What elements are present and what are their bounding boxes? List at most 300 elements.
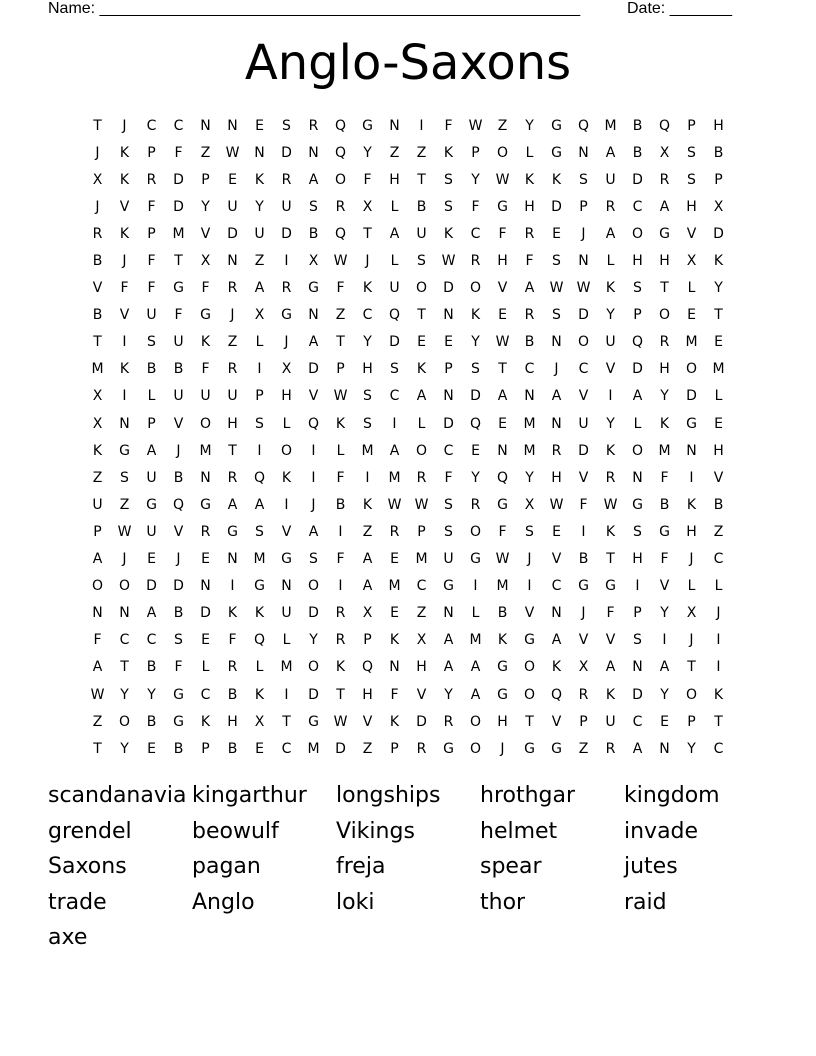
grid-letter[interactable]: N (389, 659, 400, 676)
grid-letter[interactable]: O (523, 686, 536, 703)
grid-letter[interactable]: U (227, 198, 238, 215)
grid-letter[interactable]: U (389, 280, 400, 297)
grid-letter[interactable]: R (200, 523, 211, 540)
grid-letter[interactable]: H (281, 388, 292, 405)
grid-letter[interactable]: P (201, 171, 210, 188)
grid-letter[interactable]: J (716, 605, 721, 622)
grid-letter[interactable]: I (311, 442, 316, 459)
grid-letter[interactable]: N (308, 307, 319, 324)
grid-letter[interactable]: X (659, 144, 670, 161)
grid-letter[interactable]: I (284, 686, 289, 703)
grid-letter[interactable]: L (282, 632, 291, 649)
grid-letter[interactable]: E (201, 632, 210, 649)
grid-letter[interactable]: F (201, 361, 210, 378)
grid-letter[interactable]: T (660, 280, 669, 297)
grid-letter[interactable]: B (632, 117, 643, 134)
grid-letter[interactable]: B (146, 361, 157, 378)
grid-letter[interactable]: P (444, 361, 453, 378)
grid-letter[interactable]: I (365, 469, 370, 486)
grid-letter[interactable]: B (173, 605, 184, 622)
grid-letter[interactable]: G (227, 523, 238, 540)
grid-letter[interactable]: K (119, 225, 130, 242)
grid-letter[interactable]: S (633, 632, 642, 649)
grid-letter[interactable]: L (390, 198, 399, 215)
grid-letter[interactable]: A (632, 388, 643, 405)
grid-letter[interactable]: L (417, 415, 426, 432)
grid-letter[interactable]: U (281, 605, 292, 622)
grid-letter[interactable]: G (470, 551, 481, 568)
grid-letter[interactable]: J (122, 117, 127, 134)
grid-letter[interactable]: G (146, 496, 157, 513)
grid-letter[interactable]: X (254, 713, 265, 730)
grid-letter[interactable]: Z (497, 117, 508, 134)
grid-letter[interactable]: D (416, 713, 427, 730)
grid-letter[interactable]: P (633, 307, 642, 324)
grid-letter[interactable]: C (713, 551, 724, 568)
grid-letter[interactable]: D (281, 144, 292, 161)
grid-letter[interactable]: B (713, 496, 724, 513)
grid-letter[interactable]: F (336, 469, 345, 486)
grid-letter[interactable]: X (362, 198, 373, 215)
grid-letter[interactable]: K (119, 171, 130, 188)
grid-letter[interactable]: E (714, 334, 723, 351)
grid-letter[interactable]: M (91, 361, 104, 378)
grid-letter[interactable]: O (199, 415, 212, 432)
grid-letter[interactable]: K (551, 659, 562, 676)
grid-letter[interactable]: V (119, 198, 130, 215)
grid-letter[interactable]: Q (253, 632, 266, 649)
grid-letter[interactable]: D (551, 198, 562, 215)
grid-letter[interactable]: L (255, 334, 264, 351)
grid-letter[interactable]: R (605, 469, 616, 486)
grid-letter[interactable]: K (335, 415, 346, 432)
grid-letter[interactable]: I (716, 632, 721, 649)
grid-letter[interactable]: L (255, 659, 264, 676)
grid-letter[interactable]: H (524, 198, 535, 215)
grid-letter[interactable]: V (362, 713, 373, 730)
grid-letter[interactable]: E (417, 334, 426, 351)
grid-letter[interactable]: I (338, 578, 343, 595)
grid-letter[interactable]: K (605, 280, 616, 297)
grid-letter[interactable]: M (685, 334, 698, 351)
grid-letter[interactable]: X (416, 632, 427, 649)
grid-letter[interactable]: L (687, 280, 696, 297)
grid-letter[interactable]: M (253, 551, 266, 568)
grid-letter[interactable]: S (309, 551, 318, 568)
grid-letter[interactable]: M (388, 469, 401, 486)
grid-letter[interactable]: O (91, 578, 104, 595)
grid-letter[interactable]: S (471, 361, 480, 378)
grid-letter[interactable]: D (632, 361, 643, 378)
grid-letter[interactable]: U (92, 496, 103, 513)
grid-letter[interactable]: F (444, 117, 453, 134)
grid-letter[interactable]: A (605, 225, 616, 242)
grid-letter[interactable]: A (443, 632, 454, 649)
grid-letter[interactable]: U (146, 307, 157, 324)
grid-letter[interactable]: R (227, 469, 238, 486)
grid-letter[interactable]: A (227, 496, 238, 513)
grid-letter[interactable]: N (227, 117, 238, 134)
grid-letter[interactable]: K (659, 415, 670, 432)
grid-letter[interactable]: D (173, 198, 184, 215)
grid-letter[interactable]: T (282, 713, 291, 730)
grid-letter[interactable]: K (389, 632, 400, 649)
grid-letter[interactable]: E (147, 740, 156, 757)
grid-letter[interactable]: Z (416, 605, 427, 622)
grid-letter[interactable]: F (390, 686, 399, 703)
grid-letter[interactable]: F (174, 307, 183, 324)
grid-letter[interactable]: R (605, 740, 616, 757)
grid-letter[interactable]: C (713, 740, 724, 757)
grid-letter[interactable]: Z (713, 523, 724, 540)
grid-letter[interactable]: O (577, 334, 590, 351)
grid-letter[interactable]: D (308, 605, 319, 622)
grid-letter[interactable]: C (362, 307, 373, 324)
grid-letter[interactable]: B (335, 496, 346, 513)
grid-letter[interactable]: F (93, 632, 102, 649)
grid-letter[interactable]: R (227, 659, 238, 676)
grid-letter[interactable]: K (551, 171, 562, 188)
grid-letter[interactable]: P (147, 225, 156, 242)
grid-letter[interactable]: K (335, 659, 346, 676)
grid-letter[interactable]: L (471, 605, 480, 622)
grid-letter[interactable]: A (416, 388, 427, 405)
grid-letter[interactable]: F (147, 253, 156, 270)
grid-letter[interactable]: Y (120, 686, 129, 703)
grid-letter[interactable]: D (281, 225, 292, 242)
grid-letter[interactable]: B (173, 740, 184, 757)
grid-letter[interactable]: M (496, 578, 509, 595)
grid-letter[interactable]: A (92, 659, 103, 676)
grid-letter[interactable]: F (228, 632, 237, 649)
grid-letter[interactable]: A (443, 659, 454, 676)
grid-letter[interactable]: Q (550, 686, 563, 703)
grid-letter[interactable]: A (524, 280, 535, 297)
grid-letter[interactable]: F (444, 469, 453, 486)
grid-letter[interactable]: N (119, 605, 130, 622)
grid-letter[interactable]: T (93, 740, 102, 757)
grid-letter[interactable]: P (471, 144, 480, 161)
grid-letter[interactable]: D (173, 578, 184, 595)
grid-letter[interactable]: P (633, 605, 642, 622)
grid-letter[interactable]: Y (660, 605, 669, 622)
grid-letter[interactable]: Y (714, 280, 723, 297)
grid-letter[interactable]: I (284, 496, 289, 513)
grid-letter[interactable]: K (227, 605, 238, 622)
grid-letter[interactable]: P (390, 740, 399, 757)
grid-letter[interactable]: E (147, 551, 156, 568)
grid-letter[interactable]: N (200, 117, 211, 134)
grid-letter[interactable]: R (470, 496, 481, 513)
grid-letter[interactable]: M (604, 117, 617, 134)
grid-letter[interactable]: W (333, 713, 348, 730)
grid-letter[interactable]: Q (334, 225, 347, 242)
date-field[interactable]: Date: _______ (627, 0, 732, 17)
grid-letter[interactable]: N (524, 388, 535, 405)
grid-letter[interactable]: S (552, 307, 561, 324)
grid-letter[interactable]: D (308, 361, 319, 378)
grid-letter[interactable]: Y (687, 740, 696, 757)
grid-letter[interactable]: V (92, 280, 103, 297)
grid-letter[interactable]: W (495, 334, 510, 351)
grid-letter[interactable]: T (417, 171, 426, 188)
grid-letter[interactable]: P (255, 388, 264, 405)
grid-letter[interactable]: N (443, 388, 454, 405)
grid-letter[interactable]: U (254, 225, 265, 242)
grid-letter[interactable]: P (417, 523, 426, 540)
grid-letter[interactable]: K (119, 361, 130, 378)
grid-letter[interactable]: I (311, 469, 316, 486)
grid-letter[interactable]: N (578, 253, 589, 270)
grid-letter[interactable]: M (307, 740, 320, 757)
grid-letter[interactable]: I (689, 469, 694, 486)
grid-letter[interactable]: N (551, 415, 562, 432)
grid-letter[interactable]: N (659, 740, 670, 757)
grid-letter[interactable]: Y (363, 334, 372, 351)
grid-letter[interactable]: S (552, 253, 561, 270)
grid-letter[interactable]: F (120, 280, 129, 297)
grid-letter[interactable]: E (498, 415, 507, 432)
grid-letter[interactable]: I (284, 253, 289, 270)
grid-letter[interactable]: N (389, 117, 400, 134)
grid-letter[interactable]: I (338, 523, 343, 540)
grid-letter[interactable]: A (605, 144, 616, 161)
grid-letter[interactable]: A (389, 225, 400, 242)
grid-letter[interactable]: O (469, 740, 482, 757)
grid-letter[interactable]: K (389, 713, 400, 730)
grid-letter[interactable]: Q (496, 469, 509, 486)
grid-letter[interactable]: H (389, 171, 400, 188)
grid-letter[interactable]: E (444, 334, 453, 351)
grid-letter[interactable]: H (713, 117, 724, 134)
grid-letter[interactable]: C (632, 198, 643, 215)
grid-letter[interactable]: D (227, 225, 238, 242)
grid-letter[interactable]: B (173, 469, 184, 486)
grid-letter[interactable]: F (498, 225, 507, 242)
grid-letter[interactable]: Y (471, 334, 480, 351)
grid-letter[interactable]: G (497, 198, 508, 215)
grid-letter[interactable]: V (524, 605, 535, 622)
grid-letter[interactable]: Y (309, 632, 318, 649)
grid-letter[interactable]: U (173, 388, 184, 405)
grid-letter[interactable]: D (632, 686, 643, 703)
grid-letter[interactable]: R (470, 253, 481, 270)
grid-letter[interactable]: D (632, 171, 643, 188)
grid-letter[interactable]: V (578, 632, 589, 649)
grid-letter[interactable]: X (686, 605, 697, 622)
grid-letter[interactable]: S (444, 523, 453, 540)
grid-letter[interactable]: F (363, 171, 372, 188)
grid-letter[interactable]: H (227, 415, 238, 432)
grid-letter[interactable]: S (363, 415, 372, 432)
grid-letter[interactable]: D (200, 605, 211, 622)
grid-letter[interactable]: V (416, 686, 427, 703)
grid-letter[interactable]: H (551, 469, 562, 486)
grid-letter[interactable]: Q (172, 496, 185, 513)
grid-letter[interactable]: T (120, 659, 129, 676)
grid-letter[interactable]: D (443, 280, 454, 297)
grid-letter[interactable]: B (308, 225, 319, 242)
grid-letter[interactable]: Y (606, 307, 615, 324)
grid-letter[interactable]: T (363, 225, 372, 242)
grid-letter[interactable]: E (552, 523, 561, 540)
grid-letter[interactable]: O (631, 225, 644, 242)
grid-letter[interactable]: F (336, 280, 345, 297)
grid-letter[interactable]: L (390, 253, 399, 270)
grid-letter[interactable]: I (662, 632, 667, 649)
grid-letter[interactable]: N (281, 578, 292, 595)
grid-letter[interactable]: O (469, 713, 482, 730)
grid-letter[interactable]: L (147, 388, 156, 405)
grid-letter[interactable]: U (146, 523, 157, 540)
grid-letter[interactable]: B (578, 551, 589, 568)
grid-letter[interactable]: C (416, 578, 427, 595)
grid-letter[interactable]: U (605, 171, 616, 188)
grid-letter[interactable]: R (578, 686, 589, 703)
grid-letter[interactable]: C (119, 632, 130, 649)
grid-letter[interactable]: K (713, 686, 724, 703)
grid-letter[interactable]: G (173, 280, 184, 297)
grid-letter[interactable]: A (146, 442, 157, 459)
grid-letter[interactable]: D (389, 334, 400, 351)
grid-letter[interactable]: A (146, 605, 157, 622)
grid-letter[interactable]: X (524, 496, 535, 513)
grid-letter[interactable]: G (443, 578, 454, 595)
grid-letter[interactable]: F (201, 280, 210, 297)
grid-letter[interactable]: I (257, 361, 262, 378)
grid-letter[interactable]: V (713, 469, 724, 486)
grid-letter[interactable]: G (497, 496, 508, 513)
grid-letter[interactable]: I (122, 388, 127, 405)
grid-letter[interactable]: E (255, 117, 264, 134)
grid-letter[interactable]: Q (658, 117, 671, 134)
grid-letter[interactable]: P (363, 632, 372, 649)
grid-letter[interactable]: H (362, 361, 373, 378)
grid-letter[interactable]: O (469, 280, 482, 297)
grid-letter[interactable]: K (200, 713, 211, 730)
grid-letter[interactable]: N (227, 551, 238, 568)
grid-letter[interactable]: U (416, 225, 427, 242)
grid-letter[interactable]: O (658, 307, 671, 324)
grid-letter[interactable]: S (255, 415, 264, 432)
grid-letter[interactable]: X (281, 361, 292, 378)
grid-letter[interactable]: K (281, 469, 292, 486)
grid-letter[interactable]: S (309, 198, 318, 215)
grid-letter[interactable]: D (308, 686, 319, 703)
grid-letter[interactable]: Y (201, 198, 210, 215)
grid-letter[interactable]: O (415, 280, 428, 297)
grid-letter[interactable]: N (686, 442, 697, 459)
grid-letter[interactable]: L (687, 578, 696, 595)
grid-letter[interactable]: W (387, 496, 402, 513)
grid-letter[interactable]: R (659, 334, 670, 351)
grid-letter[interactable]: J (365, 253, 370, 270)
grid-letter[interactable]: X (362, 605, 373, 622)
grid-letter[interactable]: F (174, 659, 183, 676)
grid-letter[interactable]: S (633, 523, 642, 540)
grid-letter[interactable]: O (496, 144, 509, 161)
grid-letter[interactable]: Q (334, 117, 347, 134)
grid-letter[interactable]: K (119, 144, 130, 161)
grid-letter[interactable]: P (147, 415, 156, 432)
grid-letter[interactable]: A (551, 388, 562, 405)
grid-letter[interactable]: R (659, 171, 670, 188)
grid-letter[interactable]: F (606, 605, 615, 622)
grid-letter[interactable]: U (605, 713, 616, 730)
grid-letter[interactable]: I (527, 578, 532, 595)
grid-letter[interactable]: Q (388, 307, 401, 324)
grid-letter[interactable]: V (686, 225, 697, 242)
grid-letter[interactable]: H (416, 659, 427, 676)
grid-letter[interactable]: W (468, 117, 483, 134)
grid-letter[interactable]: T (687, 659, 696, 676)
grid-letter[interactable]: E (714, 415, 723, 432)
grid-letter[interactable]: S (444, 496, 453, 513)
grid-letter[interactable]: I (230, 578, 235, 595)
grid-letter[interactable]: B (92, 307, 103, 324)
grid-letter[interactable]: O (307, 659, 320, 676)
grid-letter[interactable]: T (714, 307, 723, 324)
grid-letter[interactable]: X (92, 388, 103, 405)
grid-letter[interactable]: G (578, 578, 589, 595)
grid-letter[interactable]: F (525, 253, 534, 270)
grid-letter[interactable]: A (362, 578, 373, 595)
grid-letter[interactable]: D (713, 225, 724, 242)
grid-letter[interactable]: K (524, 171, 535, 188)
grid-letter[interactable]: O (685, 361, 698, 378)
grid-letter[interactable]: Z (362, 523, 373, 540)
grid-letter[interactable]: E (255, 740, 264, 757)
grid-letter[interactable]: N (443, 605, 454, 622)
grid-letter[interactable]: A (308, 334, 319, 351)
grid-letter[interactable]: T (174, 253, 183, 270)
grid-letter[interactable]: Y (255, 198, 264, 215)
grid-letter[interactable]: Z (362, 740, 373, 757)
grid-letter[interactable]: G (632, 496, 643, 513)
grid-letter[interactable]: K (686, 496, 697, 513)
grid-letter[interactable]: W (549, 496, 564, 513)
grid-letter[interactable]: Y (606, 415, 615, 432)
grid-letter[interactable]: A (362, 551, 373, 568)
grid-letter[interactable]: S (174, 632, 183, 649)
grid-letter[interactable]: B (713, 144, 724, 161)
grid-letter[interactable]: T (228, 442, 237, 459)
grid-letter[interactable]: N (227, 253, 238, 270)
grid-letter[interactable]: N (578, 144, 589, 161)
grid-letter[interactable]: U (578, 415, 589, 432)
grid-letter[interactable]: W (117, 523, 132, 540)
grid-letter[interactable]: T (714, 713, 723, 730)
grid-letter[interactable]: C (146, 117, 157, 134)
grid-letter[interactable]: Z (92, 713, 103, 730)
grid-letter[interactable]: O (469, 523, 482, 540)
grid-letter[interactable]: A (551, 632, 562, 649)
grid-letter[interactable]: Q (577, 117, 590, 134)
grid-letter[interactable]: F (147, 280, 156, 297)
grid-letter[interactable]: S (633, 280, 642, 297)
grid-letter[interactable]: P (687, 713, 696, 730)
grid-letter[interactable]: Q (307, 415, 320, 432)
grid-letter[interactable]: K (254, 171, 265, 188)
grid-letter[interactable]: Y (363, 144, 372, 161)
grid-letter[interactable]: Y (471, 171, 480, 188)
grid-letter[interactable]: W (549, 280, 564, 297)
grid-letter[interactable]: O (118, 713, 131, 730)
grid-letter[interactable]: V (497, 280, 508, 297)
grid-letter[interactable]: I (608, 388, 613, 405)
grid-letter[interactable]: G (497, 686, 508, 703)
grid-letter[interactable]: L (714, 578, 723, 595)
